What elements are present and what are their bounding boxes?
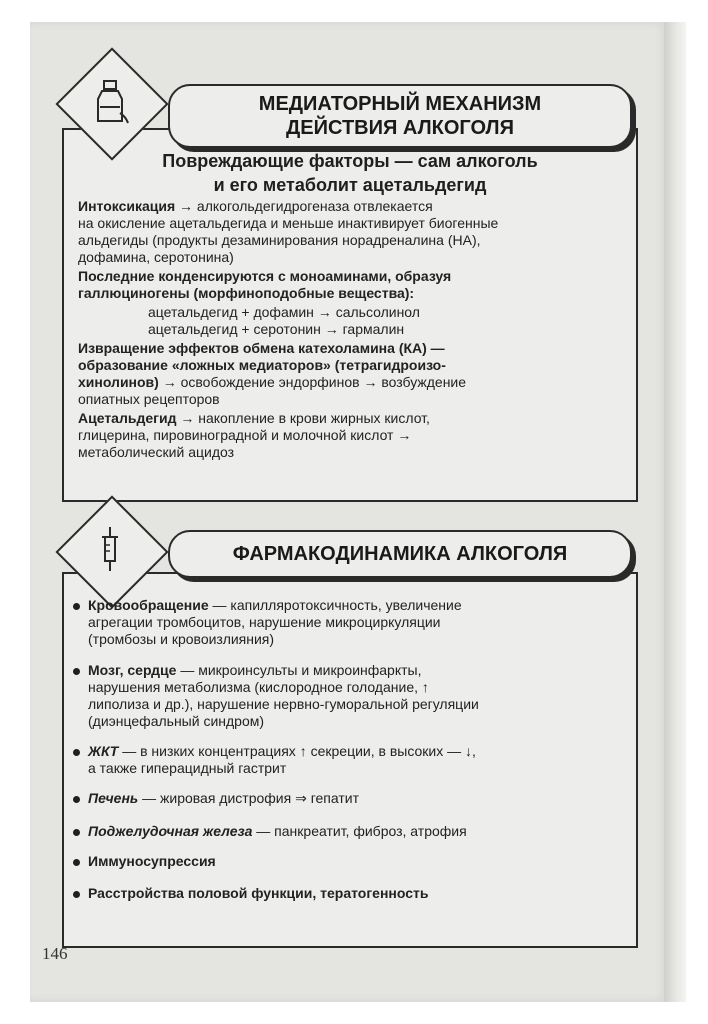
perversion-line-1: Извращение эффектов обмена катехоламина (КА) — (78, 340, 445, 356)
brain-heart-line-2: нарушения метаболизма (кислородное голодание, ↑ (88, 679, 429, 695)
bullet-dot (73, 749, 80, 756)
brain-heart-line-3: липолиза и др.), нарушение нервно-гуморальной регуляции (88, 696, 479, 712)
circulation-line-1: Кровообращение — капилляротоксичность, увеличение (88, 597, 462, 613)
immunosuppression-line: Иммуносупрессия (88, 853, 216, 869)
condensation-line-2: галлюциногены (морфиноподобные вещества): (78, 285, 415, 301)
bullet-dot (73, 603, 80, 610)
gi-tract-line-1: ЖКТ — в низких концентрациях ↑ секреции, в высоких — ↓, (88, 743, 476, 759)
brain-heart-line-4: (диэнцефальный синдром) (88, 713, 265, 729)
acetaldehyde-term: Ацетальдегид (78, 410, 177, 426)
pharmacodynamics-title-text: ФАРМАКОДИНАМИКА АЛКОГОЛЯ (232, 542, 568, 565)
liver-line: Печень — жировая дистрофия ⇒ гепатит (88, 790, 360, 806)
intoxication-line-1: Интоксикация → алкогольдегидрогеназа отвлекается (78, 198, 433, 214)
gi-tract-line-2: а также гиперацидный гастрит (88, 760, 287, 776)
intoxication-line-2: на окисление ацетальдегида и меньше инактивирует биогенные (78, 215, 499, 231)
medication-bottle-icon (75, 67, 145, 137)
sexual-dysfunction-line: Расстройства половой функции, тератогенность (88, 885, 429, 901)
bullet-dot (73, 796, 80, 803)
brain-heart-line-1: Мозг, сердце — микроинсульты и микроинфаркты, (88, 662, 422, 678)
mechanism-title-line1: МЕДИАТОРНЫЙ МЕХАНИЗМ (258, 93, 542, 115)
intoxication-line-3: альдегиды (продукты дезаминирования норадреналина (НА), (78, 232, 481, 248)
perversion-line-3: хинолинов) → освобождение эндорфинов → возбуждение (78, 374, 467, 390)
damaging-factors-subtitle-1: Повреждающие факторы — сам алкоголь (162, 151, 538, 171)
acetaldehyde-line-1: Ацетальдегид → накопление в крови жирных кислот, (78, 410, 430, 426)
reaction-harmaline: ацетальдегид + серотонин → гармалин (148, 321, 405, 337)
page-number: 146 (42, 944, 68, 963)
bullet-dot (73, 668, 80, 675)
bullet-dot (73, 829, 80, 836)
intoxication-line-4: дофамина, серотонина) (78, 249, 234, 265)
bullet-dot (73, 859, 80, 866)
syringe-icon (75, 515, 145, 585)
pancreas-line: Поджелудочная железа — панкреатит, фиброз, атрофия (88, 823, 467, 839)
acetaldehyde-line-2: глицерина, пировиноградной и молочной кислот → (78, 427, 412, 443)
perversion-line-4: опиатных рецепторов (78, 391, 220, 407)
mechanism-title (168, 84, 632, 148)
bullet-dot (73, 891, 80, 898)
condensation-line-1: Последние конденсируются с моноаминами, образуя (78, 268, 452, 284)
intoxication-term: Интоксикация (78, 198, 176, 214)
circulation-line-3: (тромбозы и кровоизлияния) (88, 631, 275, 647)
mechanism-title-line2: ДЕЙСТВИЯ АЛКОГОЛЯ (286, 117, 514, 139)
pharmacodynamics-title (168, 530, 632, 578)
perversion-line-2: образование «ложных медиаторов» (тетрагидроизо- (78, 357, 446, 373)
circulation-line-2: агрегации тромбоцитов, нарушение микроциркуляции (88, 614, 441, 630)
reaction-salsolinol: ацетальдегид + дофамин → сальсолинол (148, 304, 420, 320)
acetaldehyde-line-3: метаболический ацидоз (78, 444, 235, 460)
page-edge (664, 22, 686, 1002)
damaging-factors-subtitle-2: и его метаболит ацетальдегид (213, 175, 487, 195)
